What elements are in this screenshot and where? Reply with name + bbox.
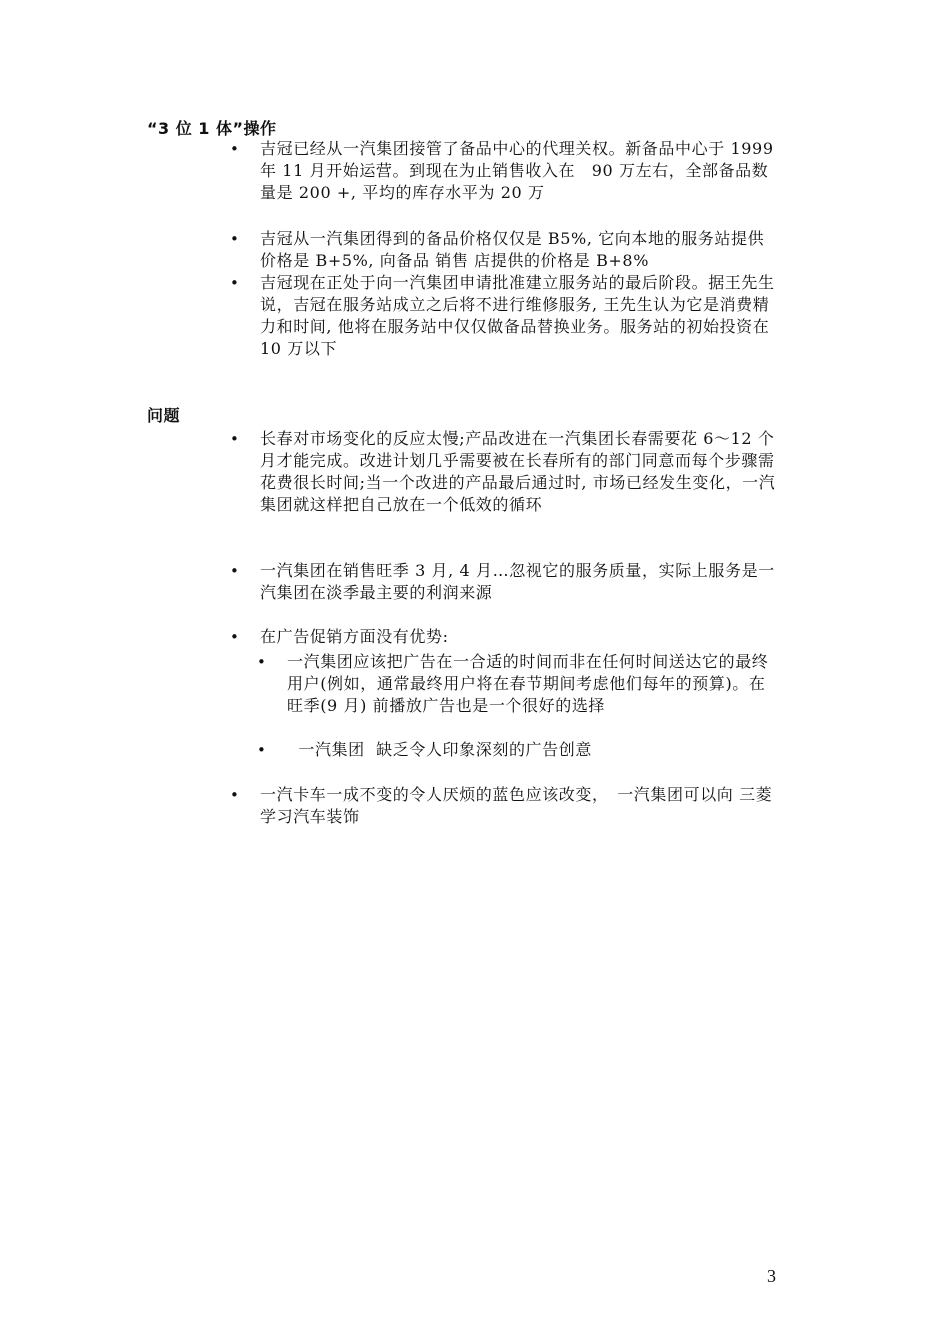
bullet-icon: •: [230, 786, 240, 804]
list-item: [230, 626, 780, 648]
list-item-text: 一汽卡车一成不变的令人厌烦的蓝色应该改变， 一汽集团可以向 三菱 学习汽车装饰: [260, 785, 773, 826]
section-heading-operations: “3 位 1 体”操作: [147, 119, 277, 138]
list-item: [230, 272, 780, 360]
sub-list-item-text: 一汽集团 缺乏令人印象深刻的广告创意: [287, 740, 592, 759]
list-item: [230, 228, 780, 272]
bullet-icon: •: [230, 230, 240, 248]
list-item: [230, 138, 780, 204]
section-heading-issues: 问题: [147, 406, 181, 425]
list-item-text: 吉冠已经从一汽集团接管了备品中心的代理关权。新备品中心于 1999 年 11 月开始运营。到现在为止销售收入在 90 万左右，全部备品数量是 200 +, 平均的库存水平为 20 万: [260, 139, 774, 202]
list-item-text: 在广告促销方面没有优势:: [260, 627, 449, 646]
sub-list-item: [257, 739, 780, 761]
bullet-icon: •: [230, 140, 240, 158]
list-item-text: 吉冠现在正处于向一汽集团申请批准建立服务站的最后阶段。据王先生说，吉冠在服务站成立之后将不进行维修服务, 王先生认为它是消费精力和时间, 他将在服务站中仅仅做备品替换业务。服务站的初始投资在 10 万以下: [260, 273, 775, 358]
list-item-text: 一汽集团在销售旺季 3 月, 4 月…忽视它的服务质量，实际上服务是一汽集团在淡季最主要的利润来源: [260, 561, 775, 602]
bullet-icon: •: [257, 653, 267, 671]
sub-list-item: [257, 651, 780, 717]
bullet-icon: •: [257, 741, 267, 759]
list-item-text: 吉冠从一汽集团得到的备品价格仅仅是 B5%, 它向本地的服务站提供价格是 B+5%, 向备品 销售 店提供的价格是 B+8%: [260, 229, 765, 270]
bullet-icon: •: [230, 628, 240, 646]
list-item: [230, 428, 780, 516]
list-item: [230, 560, 780, 604]
bullet-icon: •: [230, 430, 240, 448]
list-item-text: 长春对市场变化的反应太慢;产品改进在一汽集团长春需要花 6～12 个月才能完成。改进计划几乎需要被在长春所有的部门同意而每个步骤需花费很长时间;当一个改进的产品最后通过时, 市场已经发生变化，一汽集团就这样把自己放在一个低效的循环: [260, 429, 776, 514]
sub-list-item-text: 一汽集团应该把广告在一合适的时间而非在任何时间送达它的最终用户(例如，通常最终用户将在春节期间考虑他们每年的预算)。在旺季(9 月) 前播放广告也是一个很好的选择: [287, 652, 769, 715]
page-number: 3: [767, 1266, 776, 1286]
bullet-icon: •: [230, 562, 240, 580]
bullet-icon: •: [230, 274, 240, 292]
list-item: [230, 784, 780, 828]
